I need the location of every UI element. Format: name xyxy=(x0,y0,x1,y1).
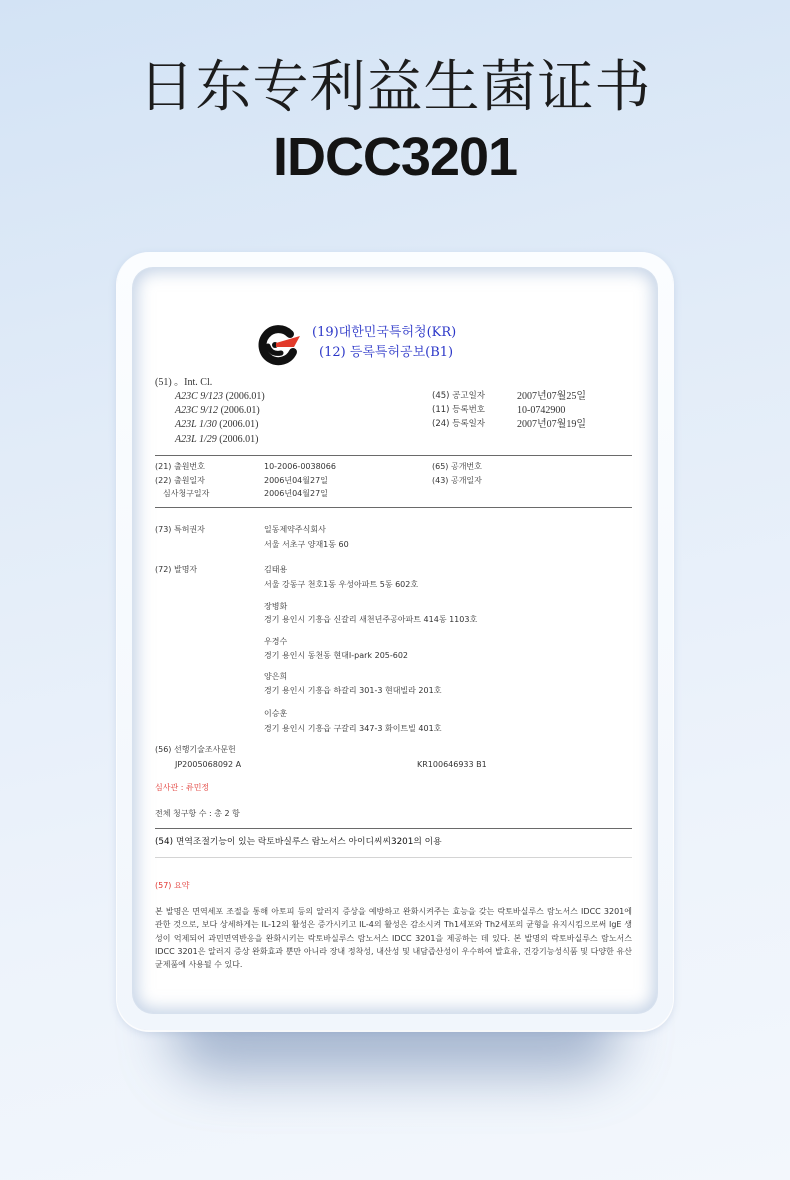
patentee-name: 일동제약주식회사 xyxy=(264,525,326,534)
claims-count: 전체 청구항 수 : 총 2 항 xyxy=(155,809,240,818)
int-cl-label: (51) 。Int. Cl. xyxy=(155,377,213,388)
patentee-address: 서울 서초구 양재1동 60 xyxy=(264,540,349,549)
classification-row xyxy=(175,405,260,417)
prior-art-label: (56) 선행기술조사문헌 xyxy=(155,745,236,754)
prior-art-doc: JP2005068092 A xyxy=(175,760,242,769)
app-info-label: (21) 출원번호 xyxy=(155,462,205,471)
inventor-name: 장병화 xyxy=(264,602,288,611)
inventor-address: 경기 용인시 기흥읍 구갈리 347-3 화이트빌 401호 xyxy=(264,724,442,733)
classification-code: A23L 1/30 xyxy=(175,419,217,430)
strain-code: IDCC3201 xyxy=(272,127,518,187)
inventors-label: (72) 발명자 xyxy=(155,565,198,574)
kipo-logo-icon xyxy=(255,323,301,367)
inventor-address: 경기 용인시 동천동 현대I-park 205-602 xyxy=(264,651,409,660)
classification-row xyxy=(175,391,265,403)
inventor-name: 양은희 xyxy=(264,672,288,681)
pub-info-value: 10-0742900 xyxy=(517,405,566,416)
examiner: 심사관 : 류민정 xyxy=(155,783,210,792)
publication-type: (12) 등록특허공보(B1) xyxy=(319,345,454,360)
inventor-name: 우경수 xyxy=(264,637,288,646)
prior-art-doc: KR100646933 B1 xyxy=(417,760,487,769)
inventor-address: 서울 강동구 천호1동 우성아파트 5동 602호 xyxy=(264,580,419,589)
pub-info-value: 2007년07월19일 xyxy=(517,419,586,430)
invention-title: (54) 면역조절기능이 있는 락토바실루스 람노서스 아이디씨씨3201의 이용 xyxy=(155,837,442,847)
inventor-address: 경기 용인시 기흥읍 신갈리 새천년주공아파트 414동 1103호 xyxy=(264,615,478,624)
inventor-name: 김태용 xyxy=(264,565,288,574)
classification-row xyxy=(175,434,258,446)
classification-code: A23L 1/29 xyxy=(175,434,217,445)
classification-code: A23C 9/12 xyxy=(175,405,219,416)
divider xyxy=(155,857,632,858)
office-name: (19)대한민국특허청(KR) xyxy=(312,325,457,340)
pub-info-label: (45) 공고일자 xyxy=(432,391,485,401)
app-info-value: 10-2006-0038066 xyxy=(264,462,336,471)
app-info-right-label: (65) 공개번호 xyxy=(432,462,482,471)
classification-date: (2006.01) xyxy=(220,405,260,416)
pub-info-label: (24) 등록일자 xyxy=(432,419,485,429)
classification-date: (2006.01) xyxy=(219,419,259,430)
abstract-text: 본 발명은 면역세포 조절을 통해 아토피 등의 알러지 증상을 예방하고 완화시켜주는 효능을 갖는 락토바실루스 람노서스 IDCC 3201에 관한 것으로, 보다 상세하게는 IL-12의 활성은 증가시키고 IL-4의 활성은 감소시켜 Th1세포와 Th2세포의 균형을 유지시킴으로써 IgE 생성이 억제되어 과민면역반응을 완화시키는 락토바실루스 람노서스 IDCC 3201을 제공하는 데 있다. 본 발명의 락토바실루스 람노서스 IDCC 3201은 알러지 증상 완화효과 뿐만 아니라 장내 정착성, 내산성 및 내담즙산성이 우수하여 발효유, 건강기능성식품 및 다양한 유산균제품에 사용될 수 있다. xyxy=(155,907,632,970)
inventor-name: 이승훈 xyxy=(264,709,288,718)
divider xyxy=(155,828,632,829)
divider xyxy=(155,507,632,508)
app-info-value: 2006년04월27일 xyxy=(264,489,328,498)
app-info-label: (22) 출원일자 xyxy=(155,476,205,485)
divider xyxy=(155,455,632,456)
classification-code: A23C 9/123 xyxy=(175,391,224,402)
pub-info-label: (11) 등록번호 xyxy=(432,405,485,415)
page-title: 日东专利益生菌证书 xyxy=(138,55,652,120)
inventor-address: 경기 용인시 기흥읍 하갈리 301-3 현대빌라 201호 xyxy=(264,686,442,695)
classification-date: (2006.01) xyxy=(225,391,265,402)
app-info-label: 심사청구일자 xyxy=(163,489,210,498)
app-info-value: 2006년04월27일 xyxy=(264,476,328,485)
abstract-label: (57) 요약 xyxy=(155,881,190,890)
classification-date: (2006.01) xyxy=(219,434,259,445)
app-info-right-label: (43) 공개일자 xyxy=(432,476,482,485)
classification-row xyxy=(175,419,258,431)
patentee-label: (73) 특허권자 xyxy=(155,525,205,534)
pub-info-value: 2007년07월25일 xyxy=(517,391,586,402)
